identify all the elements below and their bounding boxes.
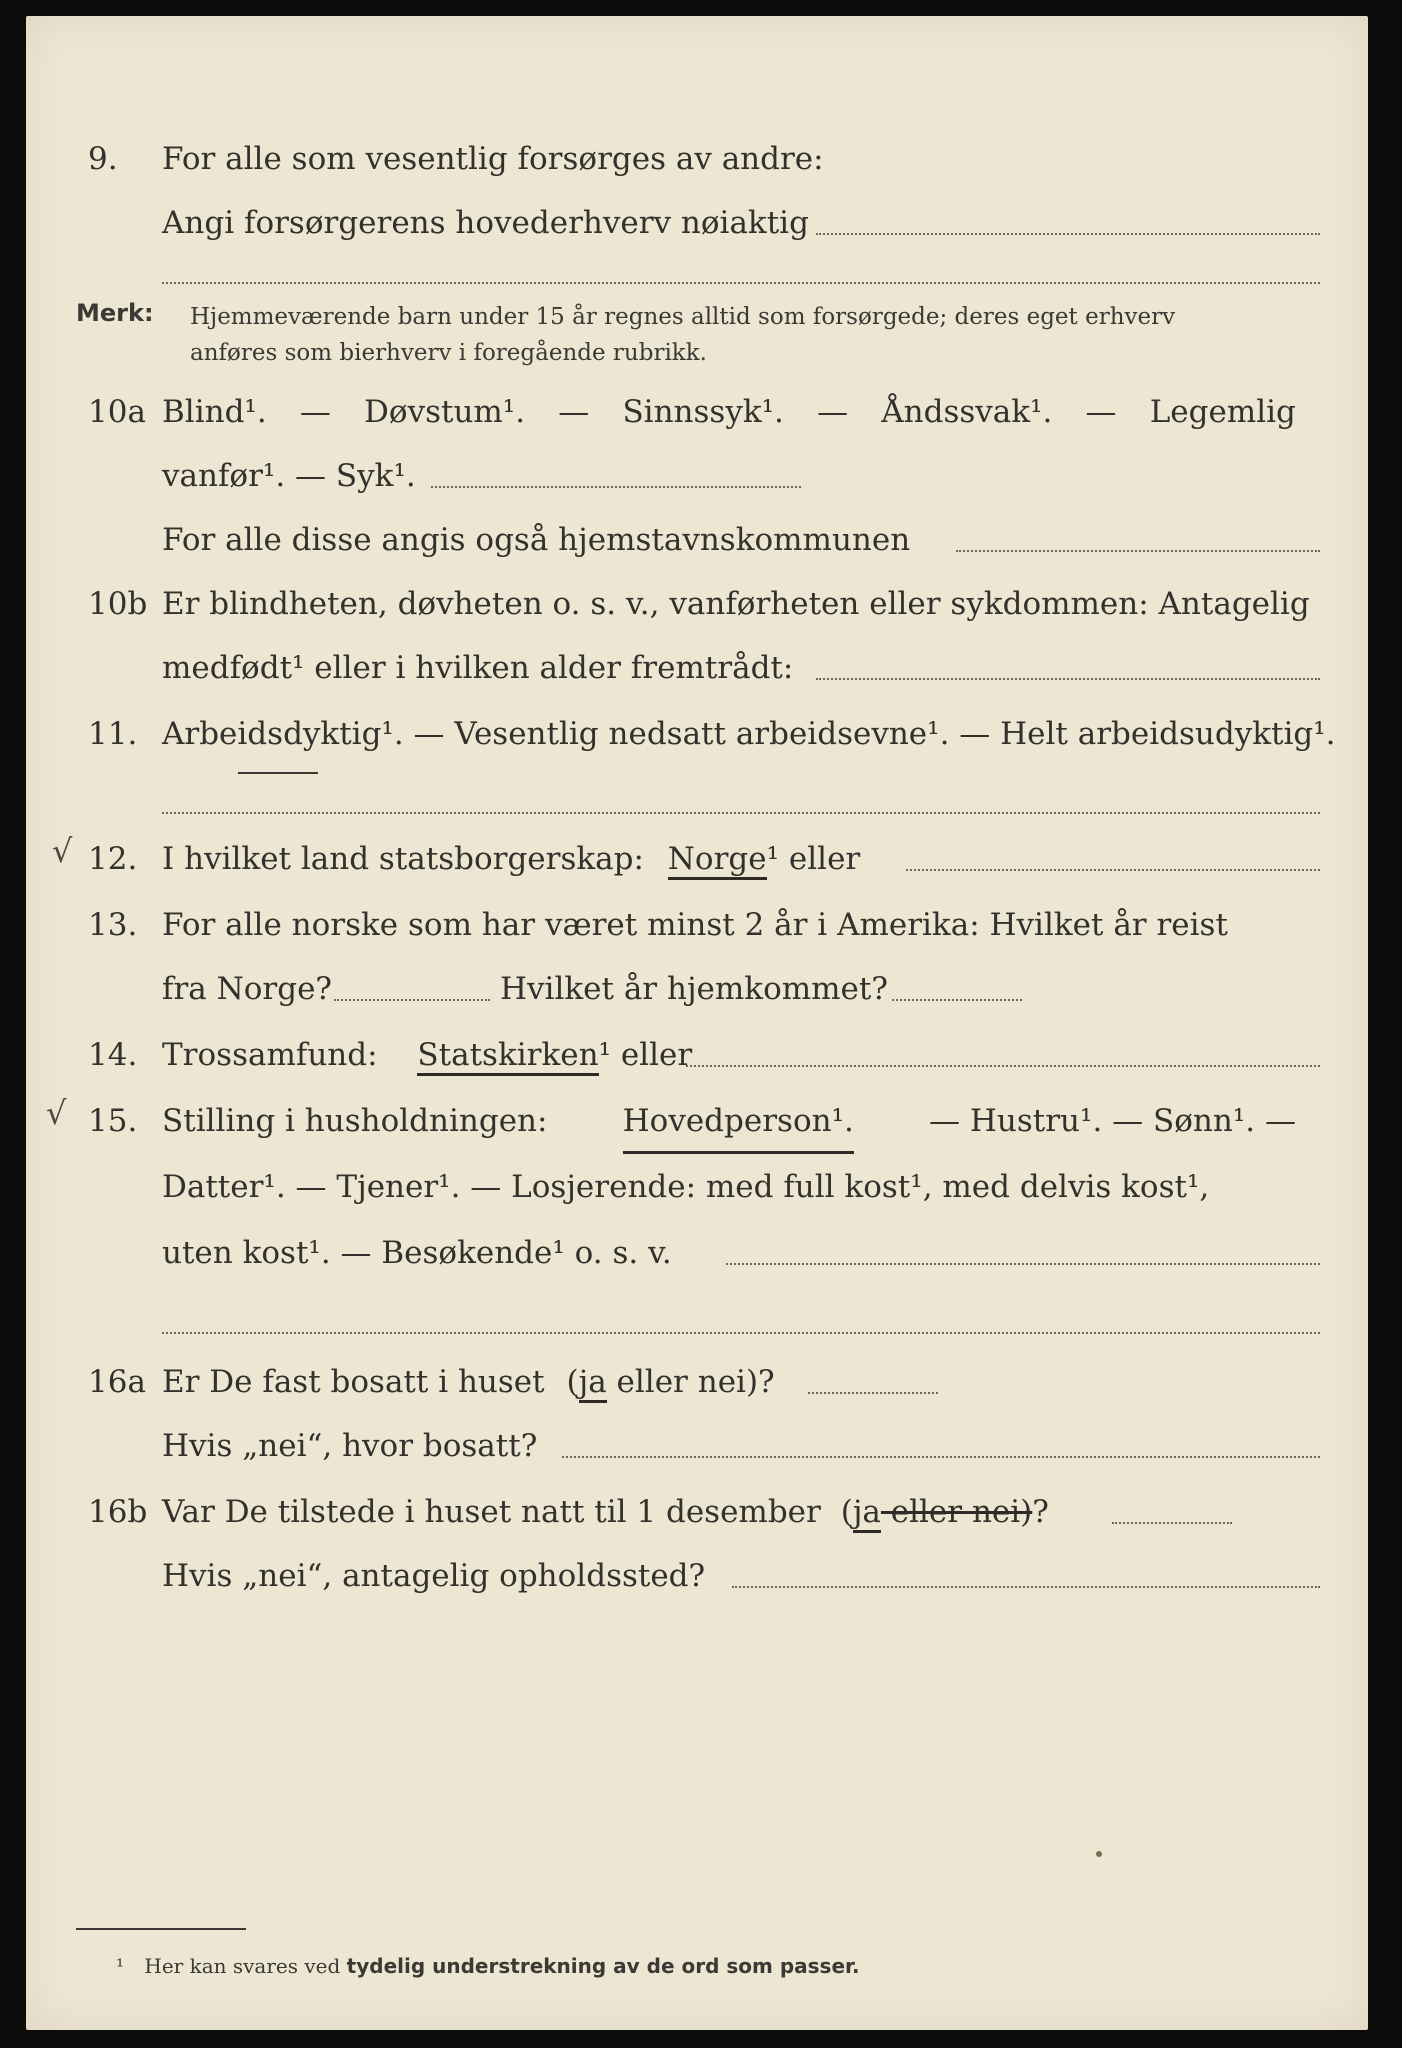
q12-suffix: ¹ eller (766, 841, 861, 877)
q16a-paren: ( (566, 1364, 579, 1400)
option-andssvak[interactable]: Åndssvak¹. (881, 394, 1053, 430)
q15-row-1 (26, 1091, 1368, 1151)
merk-label: Merk: (76, 299, 154, 327)
q16b-opholdssted-answer-line[interactable] (732, 1586, 1320, 1588)
q10a-hjemstavn-answer-line[interactable] (956, 550, 1320, 552)
q13-reist-answer-line[interactable] (334, 999, 490, 1001)
q15-prompt: Stilling i husholdningen: (162, 1103, 548, 1139)
pencil-mark (238, 772, 318, 774)
merk-line-2: anføres som bierhverv i foregående rubrikk. (190, 340, 707, 366)
q14-number: 14. (88, 1037, 138, 1073)
q10b-number: 10b (88, 586, 148, 622)
q15-number: 15. (88, 1103, 138, 1139)
q16b-suffix: ? (1032, 1494, 1049, 1530)
q14-question (162, 1025, 692, 1085)
q14-suffix: ¹ eller (598, 1037, 693, 1073)
q16a-prompt: Er De fast bosatt i huset (162, 1364, 545, 1400)
q11-number: 11. (88, 716, 138, 752)
q16a-answer-line[interactable] (808, 1392, 938, 1394)
q9-answer-line-2[interactable] (162, 282, 1320, 284)
q15-answer-hovedperson[interactable]: Hovedperson¹. (623, 1091, 854, 1154)
q10b-question: Er blindheten, døvheten o. s. v., vanførheten eller sykdommen: Antagelig (162, 586, 1310, 622)
q15-options-2[interactable]: Datter¹. — Tjener¹. — Losjerende: med full kost¹, med delvis kost¹, (162, 1169, 1210, 1205)
q16a-row-2 (26, 1416, 1368, 1476)
q11-answer-line[interactable] (162, 812, 1320, 814)
q16b-prompt: Var De tilstede i huset natt til 1 desember (162, 1494, 821, 1530)
separator: — (299, 394, 331, 430)
option-sinnssyk[interactable]: Sinnssyk¹. (622, 394, 784, 430)
q14-row (26, 1025, 1368, 1085)
ink-dot (1096, 1851, 1102, 1857)
q15-row-3 (26, 1223, 1368, 1283)
footnote-text: Her kan svares ved (144, 1954, 341, 1978)
q13-row-1 (26, 895, 1368, 955)
q9-answer-line[interactable] (816, 233, 1320, 235)
q12-answer-norge[interactable]: Norge (668, 841, 767, 880)
q12-answer-line[interactable] (906, 869, 1320, 871)
footnote (116, 1954, 860, 1978)
q10a-answer-line[interactable] (431, 486, 801, 488)
q12-question (162, 829, 860, 889)
footnote-bold-text: tydelig understrekning av de ord som passer. (346, 1954, 860, 1978)
q12-number: 12. (88, 841, 138, 877)
q10a-options (162, 382, 1296, 442)
q10a-number: 10a (88, 394, 146, 430)
option-legemlig[interactable]: Legemlig (1149, 394, 1296, 430)
q13-number: 13. (88, 907, 138, 943)
q9-number: 9. (88, 141, 118, 177)
q10a-row-3 (26, 510, 1368, 570)
q15-options-rest[interactable]: — Hustru¹. — Sønn¹. — (929, 1103, 1296, 1139)
q16a-bosatt-answer-line[interactable] (562, 1456, 1320, 1458)
q14-answer-statskirken[interactable]: Statskirken (417, 1037, 598, 1076)
q16b-question (162, 1482, 1049, 1542)
q15-options-1 (162, 1091, 1296, 1154)
footnote-mark: ¹ (116, 1954, 125, 1978)
q9-row-1 (26, 129, 1368, 189)
q16b-struck-option: eller nei) (880, 1494, 1033, 1530)
q16b-row-2 (26, 1546, 1368, 1606)
footnote-rule (76, 1928, 246, 1930)
q14-prompt: Trossamfund: (162, 1037, 378, 1073)
q16a-bosatt-prompt: Hvis „nei“, hvor bosatt? (162, 1428, 538, 1464)
q10a-options-2[interactable]: vanfør¹. — Syk¹. (162, 458, 416, 494)
q15-options-3[interactable]: uten kost¹. — Besøkende¹ o. s. v. (162, 1235, 672, 1271)
q9-instruction: Angi forsørgerens hovederhverv nøiaktig (162, 205, 809, 241)
q14-answer-line[interactable] (686, 1065, 1320, 1067)
q10b-row-1 (26, 574, 1368, 634)
q16a-question (162, 1352, 775, 1412)
q9-row-2 (26, 193, 1368, 253)
q16b-answer-ja[interactable]: ja (853, 1494, 881, 1533)
option-dovstum[interactable]: Døvstum¹. (364, 394, 526, 430)
q16a-suffix: eller nei)? (606, 1364, 775, 1400)
q15-row-2 (26, 1157, 1368, 1217)
q10b-question-2: medfødt¹ eller i hvilken alder fremtrådt: (162, 650, 794, 686)
q16b-number: 16b (88, 1494, 148, 1530)
q16b-answer-line[interactable] (1112, 1522, 1232, 1524)
separator: — (1085, 394, 1117, 430)
q16a-number: 16a (88, 1364, 146, 1400)
option-blind[interactable]: Blind¹. (162, 394, 267, 430)
q10b-row-2 (26, 638, 1368, 698)
q12-row (26, 829, 1368, 889)
check-mark-15: √ (46, 1094, 67, 1132)
q16b-paren: ( (840, 1494, 853, 1530)
q16b-opholdssted-prompt: Hvis „nei“, antagelig opholdssted? (162, 1558, 706, 1594)
q15-answer-line[interactable] (726, 1263, 1320, 1265)
q11-row (26, 704, 1368, 764)
q10a-hjemstavn-prompt: For alle disse angis også hjemstavnskommunen (162, 522, 911, 558)
q13-hjem-prompt: Hvilket år hjemkommet? (500, 971, 888, 1007)
q16a-row-1 (26, 1352, 1368, 1412)
q9-question: For alle som vesentlig forsørges av andre: (162, 141, 824, 177)
q13-question: For alle norske som har været minst 2 år i Amerika: Hvilket år reist (162, 907, 1228, 943)
merk-line-1: Hjemmeværende barn under 15 år regnes alltid som forsørgede; deres eget erhverv (190, 304, 1176, 330)
check-mark-12: √ (52, 832, 73, 870)
census-form-page (26, 16, 1368, 2030)
q15-answer-line-2[interactable] (162, 1332, 1320, 1334)
q12-prompt: I hvilket land statsborgerskap: (162, 841, 644, 877)
q13-row-2 (26, 959, 1368, 1019)
q13-hjem-answer-line[interactable] (892, 999, 1022, 1001)
q16b-row-1 (26, 1482, 1368, 1542)
q16a-answer-ja[interactable]: ja (579, 1364, 607, 1403)
separator: — (817, 394, 849, 430)
q13-reist-prompt: fra Norge? (162, 971, 333, 1007)
q10a-row-1 (26, 382, 1368, 442)
separator: — (558, 394, 590, 430)
q10a-row-2 (26, 446, 1368, 506)
q11-options[interactable]: Arbeidsdyktig¹. — Vesentlig nedsatt arbeidsevne¹. — Helt arbeidsudyktig¹. (162, 716, 1336, 752)
q10b-answer-line[interactable] (816, 678, 1320, 680)
merk-note (190, 299, 1324, 371)
